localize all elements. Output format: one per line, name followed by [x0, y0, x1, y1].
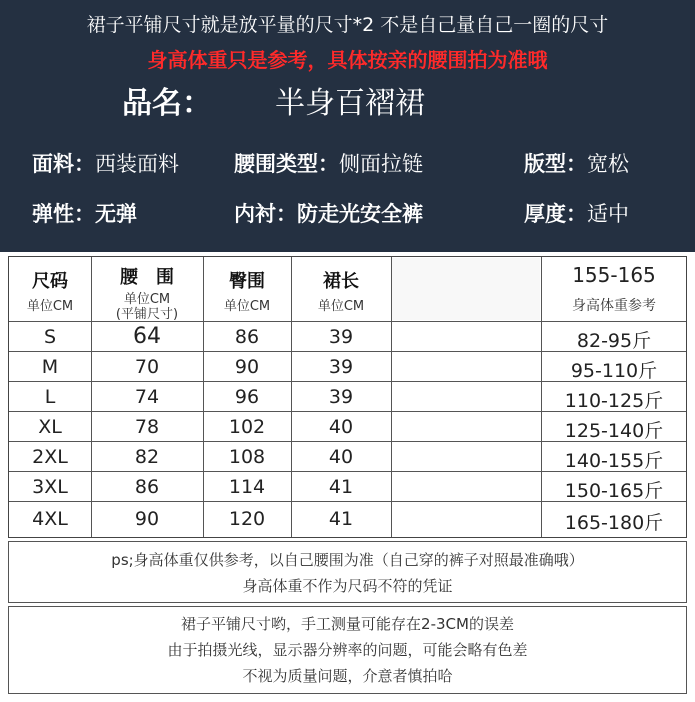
ps-note: ps;身高体重仅供参考，以自己腰围为准（自己穿的裤子对照最准确哦） — [111, 551, 584, 569]
hip-cell: 120 — [228, 508, 266, 530]
weight-ref-cell: 95-110斤 — [570, 360, 658, 382]
weight-ref-cell: 150-165斤 — [564, 480, 664, 502]
measurement-note-box — [8, 606, 687, 694]
ps-note-2: 身高体重不作为尺码不符的凭证 — [242, 577, 453, 595]
waist-cell: 86 — [134, 476, 160, 498]
size-cell: M — [41, 356, 59, 378]
product-name: 半身百褶裙 — [275, 86, 425, 121]
measure-error-note: 裙子平铺尺寸哟，手工测量可能存在2-3CM的误差 — [181, 615, 514, 633]
attr-waist-type-label: 腰围类型： — [234, 152, 339, 176]
attr-elasticity-value: 无弹 — [95, 202, 137, 226]
waist-cell: 78 — [134, 416, 160, 438]
waist-cell: 70 — [134, 356, 160, 378]
waist-cell: 64 — [133, 324, 161, 349]
length-cell: 40 — [328, 416, 354, 438]
attr-waist-type — [234, 148, 423, 178]
length-cell: 39 — [328, 326, 354, 348]
header-waist-unit: 单位CM — [123, 292, 171, 307]
header-length: 裙长 — [323, 271, 359, 292]
attr-lining-value: 防走光安全裤 — [297, 202, 423, 226]
waist-cell: 82 — [134, 446, 160, 468]
length-cell: 39 — [328, 356, 354, 378]
header-size: 尺码 — [32, 271, 68, 292]
weight-ref-cell: 125-140斤 — [564, 420, 664, 442]
attr-fit — [524, 148, 629, 178]
header-height-range: 155-165 — [572, 263, 656, 287]
size-cell: XL — [38, 416, 62, 438]
hip-cell: 96 — [234, 386, 260, 408]
attr-elasticity-label: 弹性： — [32, 202, 95, 226]
attr-thickness-label: 厚度： — [524, 202, 587, 226]
hip-cell: 86 — [234, 326, 260, 348]
quality-disclaimer: 不视为质量问题，介意者慎拍哈 — [242, 667, 453, 685]
attr-fit-label: 版型： — [524, 152, 587, 176]
header-waist-note: (平铺尺寸) — [115, 307, 179, 322]
attr-waist-type-value: 侧面拉链 — [339, 152, 423, 176]
header-hip-unit: 单位CM — [223, 299, 271, 314]
header-length-unit: 单位CM — [317, 299, 365, 314]
attr-thickness-value: 适中 — [587, 202, 629, 226]
size-cell: 4XL — [32, 508, 68, 530]
attr-thickness — [524, 198, 629, 228]
size-cell: L — [44, 386, 56, 408]
reference-note-box — [8, 541, 687, 603]
attr-fabric-label: 面料： — [32, 152, 95, 176]
hip-cell: 102 — [228, 416, 266, 438]
waist-cell: 74 — [134, 386, 160, 408]
size-table — [8, 256, 687, 538]
weight-ref-cell: 165-180斤 — [564, 512, 664, 534]
weight-ref-cell: 82-95斤 — [576, 330, 652, 352]
hip-cell: 114 — [228, 476, 266, 498]
header-waist: 腰 围 — [120, 267, 174, 288]
attr-elasticity — [32, 198, 137, 228]
attr-lining-label: 内衬： — [234, 202, 297, 226]
product-name-label: 品名： — [122, 86, 212, 121]
header-size-unit: 单位CM — [26, 299, 74, 314]
size-cell: 2XL — [32, 446, 68, 468]
hip-cell: 108 — [228, 446, 266, 468]
header-height-weight-ref: 身高体重参考 — [572, 298, 656, 314]
size-cell: 3XL — [32, 476, 68, 498]
measure-instruction: 裙子平铺尺寸就是放平量的尺寸*2 不是自己量自己一圈的尺寸 — [86, 14, 609, 36]
attr-fabric-value: 西装面料 — [95, 152, 179, 176]
length-cell: 41 — [328, 508, 354, 530]
length-cell: 40 — [328, 446, 354, 468]
weight-ref-cell: 110-125斤 — [564, 390, 664, 412]
color-diff-note: 由于拍摄光线，显示器分辨率的问题，可能会略有色差 — [167, 641, 528, 659]
length-cell: 39 — [328, 386, 354, 408]
length-cell: 41 — [328, 476, 354, 498]
weight-ref-cell: 140-155斤 — [564, 450, 664, 472]
hip-cell: 90 — [234, 356, 260, 378]
header-hip: 臀围 — [229, 271, 265, 292]
attr-fabric — [32, 148, 179, 178]
attr-fit-value: 宽松 — [587, 152, 629, 176]
reference-warning: 身高体重只是参考，具体按亲的腰围拍为准哦 — [147, 48, 548, 72]
attr-lining — [234, 198, 423, 228]
spec-header-panel — [0, 0, 695, 252]
size-cell: S — [43, 326, 57, 348]
blurred-model-image — [392, 258, 540, 320]
waist-cell: 90 — [134, 508, 160, 530]
